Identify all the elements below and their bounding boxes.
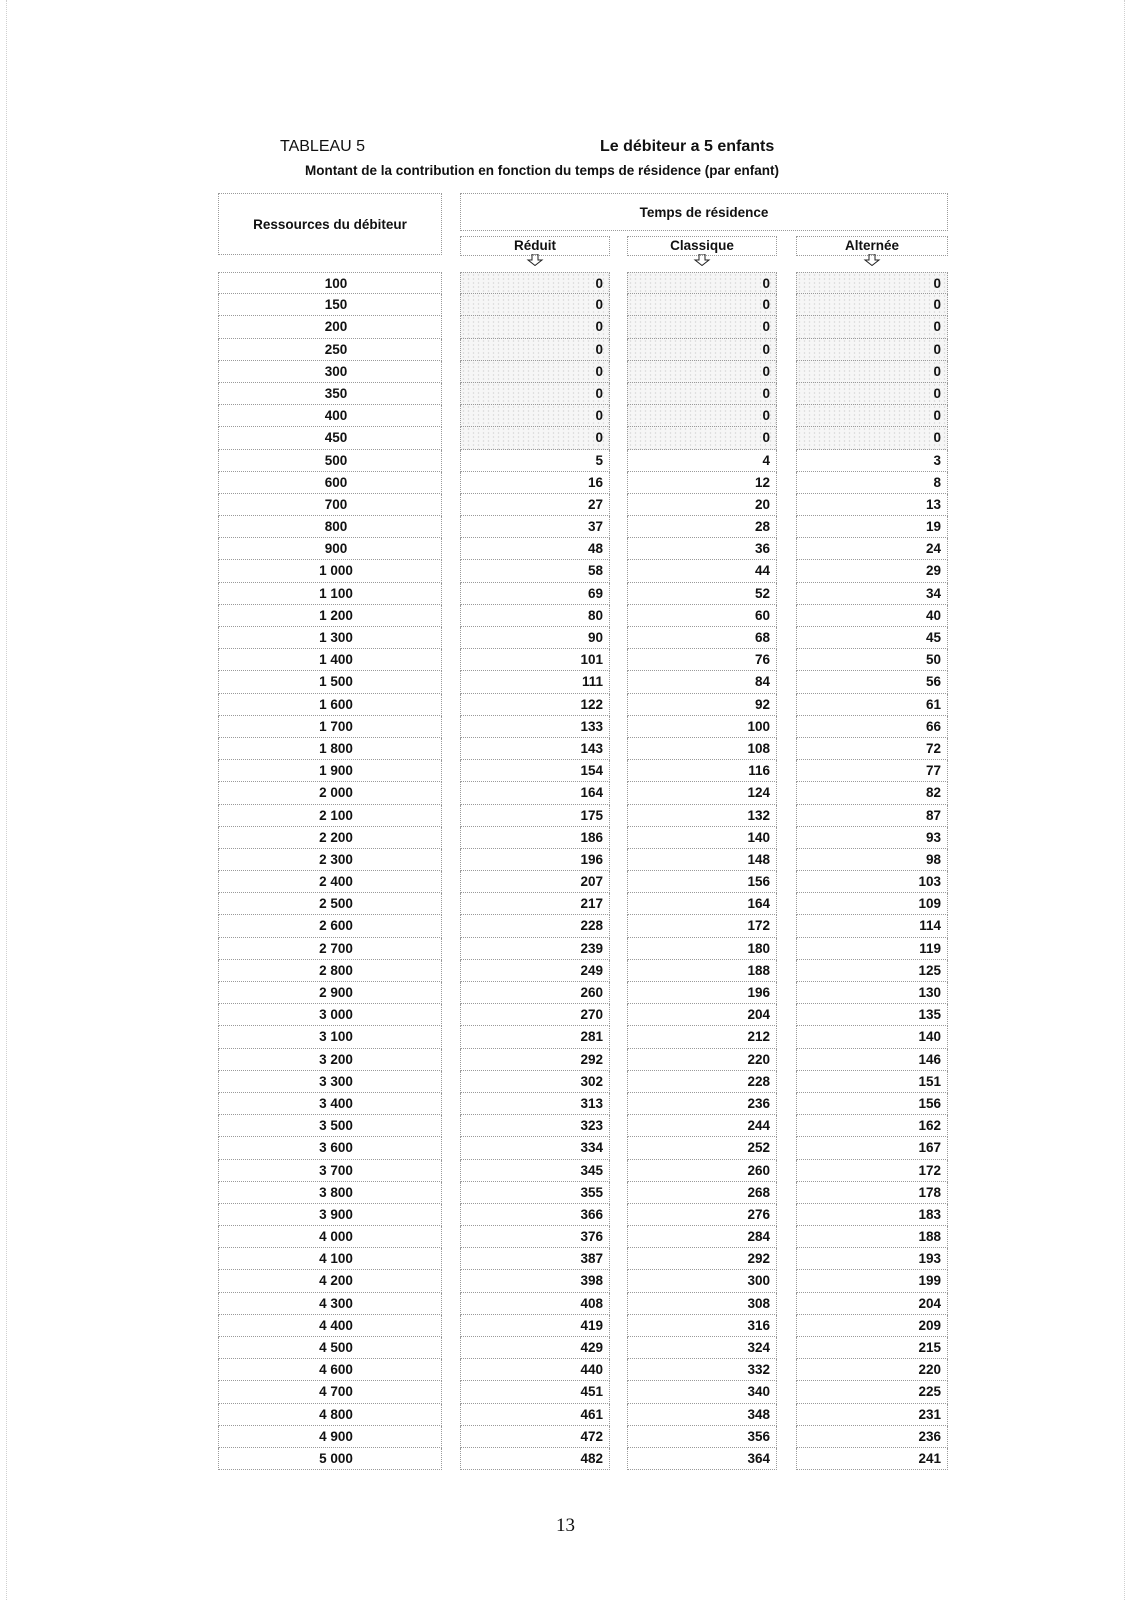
cell-alternee: 130 <box>796 982 948 1004</box>
cell-classique: 0 <box>627 339 777 361</box>
cell-reduit: 281 <box>460 1026 610 1048</box>
cell-reduit: 80 <box>460 605 610 627</box>
cell-classique: 244 <box>627 1115 777 1137</box>
cell-alternee: 19 <box>796 516 948 538</box>
cell-reduit: 133 <box>460 716 610 738</box>
cell-classique: 0 <box>627 383 777 405</box>
cell-resources: 2 000 <box>218 782 442 804</box>
cell-reduit: 408 <box>460 1293 610 1315</box>
cell-resources: 4 900 <box>218 1426 442 1448</box>
scan-edge-right <box>1124 0 1125 1600</box>
cell-resources: 1 900 <box>218 760 442 782</box>
cell-alternee: 162 <box>796 1115 948 1137</box>
cell-reduit: 164 <box>460 782 610 804</box>
cell-reduit: 0 <box>460 383 610 405</box>
cell-alternee: 220 <box>796 1359 948 1381</box>
cell-reduit: 302 <box>460 1071 610 1093</box>
cell-classique: 204 <box>627 1004 777 1026</box>
column-header-alternee-label: Alternée <box>844 238 900 253</box>
cell-reduit: 472 <box>460 1426 610 1448</box>
cell-alternee: 241 <box>796 1448 948 1470</box>
cell-resources: 4 600 <box>218 1359 442 1381</box>
cell-classique: 0 <box>627 361 777 383</box>
cell-resources: 2 900 <box>218 982 442 1004</box>
cell-alternee: 146 <box>796 1049 948 1071</box>
cell-resources: 1 300 <box>218 627 442 649</box>
cell-alternee: 77 <box>796 760 948 782</box>
cell-classique: 156 <box>627 871 777 893</box>
cell-resources: 3 300 <box>218 1071 442 1093</box>
cell-resources: 3 100 <box>218 1026 442 1048</box>
column-header-reduit <box>460 236 610 256</box>
cell-reduit: 440 <box>460 1359 610 1381</box>
cell-reduit: 323 <box>460 1115 610 1137</box>
cell-alternee: 82 <box>796 782 948 804</box>
cell-reduit: 58 <box>460 560 610 582</box>
cell-classique: 276 <box>627 1204 777 1226</box>
cell-classique: 364 <box>627 1448 777 1470</box>
column-resources <box>218 272 442 1470</box>
cell-alternee: 183 <box>796 1204 948 1226</box>
cell-reduit: 0 <box>460 294 610 316</box>
cell-resources: 200 <box>218 316 442 338</box>
cell-resources: 4 300 <box>218 1293 442 1315</box>
cell-classique: 108 <box>627 738 777 760</box>
cell-classique: 188 <box>627 960 777 982</box>
cell-resources: 3 400 <box>218 1093 442 1115</box>
cell-alternee: 45 <box>796 627 948 649</box>
cell-reduit: 16 <box>460 472 610 494</box>
cell-alternee: 0 <box>796 361 948 383</box>
cell-alternee: 40 <box>796 605 948 627</box>
cell-reduit: 249 <box>460 960 610 982</box>
down-arrow-icon <box>526 254 544 266</box>
cell-classique: 172 <box>627 915 777 937</box>
cell-resources: 800 <box>218 516 442 538</box>
cell-resources: 4 800 <box>218 1404 442 1426</box>
cell-alternee: 114 <box>796 915 948 937</box>
cell-classique: 44 <box>627 560 777 582</box>
cell-alternee: 61 <box>796 694 948 716</box>
cell-alternee: 3 <box>796 450 948 472</box>
column-header-alternee <box>796 236 948 256</box>
cell-classique: 236 <box>627 1093 777 1115</box>
cell-classique: 60 <box>627 605 777 627</box>
cell-alternee: 140 <box>796 1026 948 1048</box>
cell-classique: 252 <box>627 1137 777 1159</box>
cell-classique: 292 <box>627 1248 777 1270</box>
cell-resources: 4 500 <box>218 1337 442 1359</box>
cell-reduit: 355 <box>460 1182 610 1204</box>
cell-reduit: 313 <box>460 1093 610 1115</box>
header-resources-label: Ressources du débiteur <box>253 216 407 232</box>
cell-alternee: 66 <box>796 716 948 738</box>
cell-resources: 350 <box>218 383 442 405</box>
cell-classique: 28 <box>627 516 777 538</box>
cell-alternee: 0 <box>796 294 948 316</box>
cell-alternee: 225 <box>796 1381 948 1403</box>
cell-classique: 0 <box>627 427 777 449</box>
cell-reduit: 0 <box>460 361 610 383</box>
cell-classique: 260 <box>627 1160 777 1182</box>
cell-classique: 92 <box>627 694 777 716</box>
cell-resources: 1 800 <box>218 738 442 760</box>
column-reduit <box>460 272 610 1470</box>
cell-resources: 3 000 <box>218 1004 442 1026</box>
cell-alternee: 231 <box>796 1404 948 1426</box>
cell-reduit: 482 <box>460 1448 610 1470</box>
cell-classique: 268 <box>627 1182 777 1204</box>
cell-resources: 150 <box>218 294 442 316</box>
cell-resources: 5 000 <box>218 1448 442 1470</box>
header-residence-time <box>460 193 948 231</box>
cell-resources: 4 100 <box>218 1248 442 1270</box>
cell-classique: 68 <box>627 627 777 649</box>
column-header-reduit-label: Réduit <box>514 238 556 253</box>
column-header-classique-label: Classique <box>670 238 734 253</box>
cell-classique: 300 <box>627 1270 777 1292</box>
cell-classique: 348 <box>627 1404 777 1426</box>
cell-classique: 0 <box>627 294 777 316</box>
cell-alternee: 13 <box>796 494 948 516</box>
cell-classique: 116 <box>627 760 777 782</box>
column-header-classique <box>627 236 777 256</box>
cell-resources: 3 700 <box>218 1160 442 1182</box>
cell-reduit: 90 <box>460 627 610 649</box>
cell-reduit: 0 <box>460 316 610 338</box>
cell-resources: 4 400 <box>218 1315 442 1337</box>
cell-resources: 600 <box>218 472 442 494</box>
cell-resources: 3 800 <box>218 1182 442 1204</box>
cell-classique: 36 <box>627 538 777 560</box>
cell-reduit: 143 <box>460 738 610 760</box>
cell-resources: 1 200 <box>218 605 442 627</box>
cell-resources: 2 200 <box>218 827 442 849</box>
cell-reduit: 228 <box>460 915 610 937</box>
cell-reduit: 345 <box>460 1160 610 1182</box>
cell-resources: 3 600 <box>218 1137 442 1159</box>
cell-reduit: 186 <box>460 827 610 849</box>
cell-alternee: 135 <box>796 1004 948 1026</box>
cell-resources: 250 <box>218 339 442 361</box>
cell-resources: 450 <box>218 427 442 449</box>
cell-reduit: 376 <box>460 1226 610 1248</box>
cell-reduit: 217 <box>460 893 610 915</box>
cell-resources: 1 700 <box>218 716 442 738</box>
cell-resources: 4 700 <box>218 1381 442 1403</box>
cell-resources: 1 400 <box>218 649 442 671</box>
cell-resources: 2 300 <box>218 849 442 871</box>
cell-alternee: 0 <box>796 339 948 361</box>
cell-classique: 4 <box>627 450 777 472</box>
cell-alternee: 34 <box>796 583 948 605</box>
cell-alternee: 24 <box>796 538 948 560</box>
cell-alternee: 209 <box>796 1315 948 1337</box>
page-number: 13 <box>556 1515 575 1536</box>
cell-alternee: 109 <box>796 893 948 915</box>
cell-reduit: 0 <box>460 427 610 449</box>
cell-classique: 0 <box>627 316 777 338</box>
cell-classique: 164 <box>627 893 777 915</box>
cell-resources: 900 <box>218 538 442 560</box>
cell-resources: 2 500 <box>218 893 442 915</box>
cell-alternee: 125 <box>796 960 948 982</box>
cell-resources: 4 200 <box>218 1270 442 1292</box>
cell-reduit: 5 <box>460 450 610 472</box>
cell-reduit: 196 <box>460 849 610 871</box>
cell-reduit: 48 <box>460 538 610 560</box>
cell-reduit: 334 <box>460 1137 610 1159</box>
cell-classique: 52 <box>627 583 777 605</box>
cell-classique: 356 <box>627 1426 777 1448</box>
cell-reduit: 154 <box>460 760 610 782</box>
table-label: TABLEAU 5 <box>280 138 366 155</box>
cell-reduit: 37 <box>460 516 610 538</box>
cell-alternee: 50 <box>796 649 948 671</box>
cell-reduit: 292 <box>460 1049 610 1071</box>
cell-resources: 1 500 <box>218 671 442 693</box>
cell-classique: 148 <box>627 849 777 871</box>
cell-classique: 324 <box>627 1337 777 1359</box>
cell-reduit: 270 <box>460 1004 610 1026</box>
cell-alternee: 0 <box>796 272 948 294</box>
cell-alternee: 56 <box>796 671 948 693</box>
cell-reduit: 387 <box>460 1248 610 1270</box>
cell-resources: 300 <box>218 361 442 383</box>
cell-resources: 2 600 <box>218 915 442 937</box>
cell-reduit: 366 <box>460 1204 610 1226</box>
column-alternee <box>796 272 948 1470</box>
cell-alternee: 167 <box>796 1137 948 1159</box>
scan-edge-left <box>6 0 7 1600</box>
cell-resources: 2 700 <box>218 938 442 960</box>
cell-alternee: 87 <box>796 805 948 827</box>
cell-resources: 3 200 <box>218 1049 442 1071</box>
cell-classique: 228 <box>627 1071 777 1093</box>
cell-alternee: 199 <box>796 1270 948 1292</box>
cell-alternee: 178 <box>796 1182 948 1204</box>
cell-classique: 76 <box>627 649 777 671</box>
cell-classique: 12 <box>627 472 777 494</box>
cell-resources: 700 <box>218 494 442 516</box>
cell-alternee: 103 <box>796 871 948 893</box>
cell-resources: 2 100 <box>218 805 442 827</box>
cell-alternee: 236 <box>796 1426 948 1448</box>
cell-classique: 212 <box>627 1026 777 1048</box>
cell-classique: 332 <box>627 1359 777 1381</box>
cell-classique: 196 <box>627 982 777 1004</box>
cell-resources: 3 500 <box>218 1115 442 1137</box>
cell-reduit: 69 <box>460 583 610 605</box>
column-classique <box>627 272 777 1470</box>
cell-alternee: 72 <box>796 738 948 760</box>
table-heading: Le débiteur a 5 enfants <box>600 138 775 155</box>
cell-reduit: 122 <box>460 694 610 716</box>
cell-reduit: 461 <box>460 1404 610 1426</box>
cell-classique: 140 <box>627 827 777 849</box>
cell-classique: 0 <box>627 272 777 294</box>
down-arrow-icon <box>863 254 881 266</box>
cell-alternee: 151 <box>796 1071 948 1093</box>
cell-reduit: 0 <box>460 272 610 294</box>
cell-classique: 124 <box>627 782 777 804</box>
cell-resources: 2 800 <box>218 960 442 982</box>
cell-resources: 3 900 <box>218 1204 442 1226</box>
cell-classique: 220 <box>627 1049 777 1071</box>
cell-reduit: 398 <box>460 1270 610 1292</box>
cell-reduit: 0 <box>460 405 610 427</box>
cell-resources: 1 000 <box>218 560 442 582</box>
cell-reduit: 260 <box>460 982 610 1004</box>
down-arrow-icon <box>693 254 711 266</box>
header-residence-time-label: Temps de résidence <box>639 204 769 220</box>
table-subtitle: Montant de la contribution en fonction du temps de résidence (par enfant) <box>305 163 780 178</box>
cell-alternee: 215 <box>796 1337 948 1359</box>
cell-alternee: 188 <box>796 1226 948 1248</box>
cell-resources: 500 <box>218 450 442 472</box>
cell-reduit: 0 <box>460 339 610 361</box>
cell-alternee: 93 <box>796 827 948 849</box>
cell-classique: 100 <box>627 716 777 738</box>
cell-classique: 340 <box>627 1381 777 1403</box>
cell-classique: 84 <box>627 671 777 693</box>
cell-alternee: 8 <box>796 472 948 494</box>
cell-classique: 180 <box>627 938 777 960</box>
cell-alternee: 29 <box>796 560 948 582</box>
cell-reduit: 207 <box>460 871 610 893</box>
cell-classique: 316 <box>627 1315 777 1337</box>
cell-reduit: 429 <box>460 1337 610 1359</box>
cell-alternee: 156 <box>796 1093 948 1115</box>
cell-reduit: 419 <box>460 1315 610 1337</box>
cell-resources: 4 000 <box>218 1226 442 1248</box>
cell-resources: 2 400 <box>218 871 442 893</box>
cell-classique: 308 <box>627 1293 777 1315</box>
cell-alternee: 98 <box>796 849 948 871</box>
cell-reduit: 175 <box>460 805 610 827</box>
cell-reduit: 27 <box>460 494 610 516</box>
cell-alternee: 172 <box>796 1160 948 1182</box>
cell-reduit: 111 <box>460 671 610 693</box>
cell-reduit: 101 <box>460 649 610 671</box>
cell-resources: 1 600 <box>218 694 442 716</box>
cell-reduit: 239 <box>460 938 610 960</box>
cell-alternee: 0 <box>796 427 948 449</box>
cell-resources: 100 <box>218 272 442 294</box>
cell-classique: 132 <box>627 805 777 827</box>
cell-alternee: 119 <box>796 938 948 960</box>
cell-classique: 0 <box>627 405 777 427</box>
cell-classique: 284 <box>627 1226 777 1248</box>
cell-classique: 20 <box>627 494 777 516</box>
cell-alternee: 0 <box>796 405 948 427</box>
cell-resources: 1 100 <box>218 583 442 605</box>
header-resources <box>218 193 442 255</box>
cell-resources: 400 <box>218 405 442 427</box>
cell-alternee: 0 <box>796 316 948 338</box>
cell-reduit: 451 <box>460 1381 610 1403</box>
cell-alternee: 0 <box>796 383 948 405</box>
cell-alternee: 193 <box>796 1248 948 1270</box>
cell-alternee: 204 <box>796 1293 948 1315</box>
